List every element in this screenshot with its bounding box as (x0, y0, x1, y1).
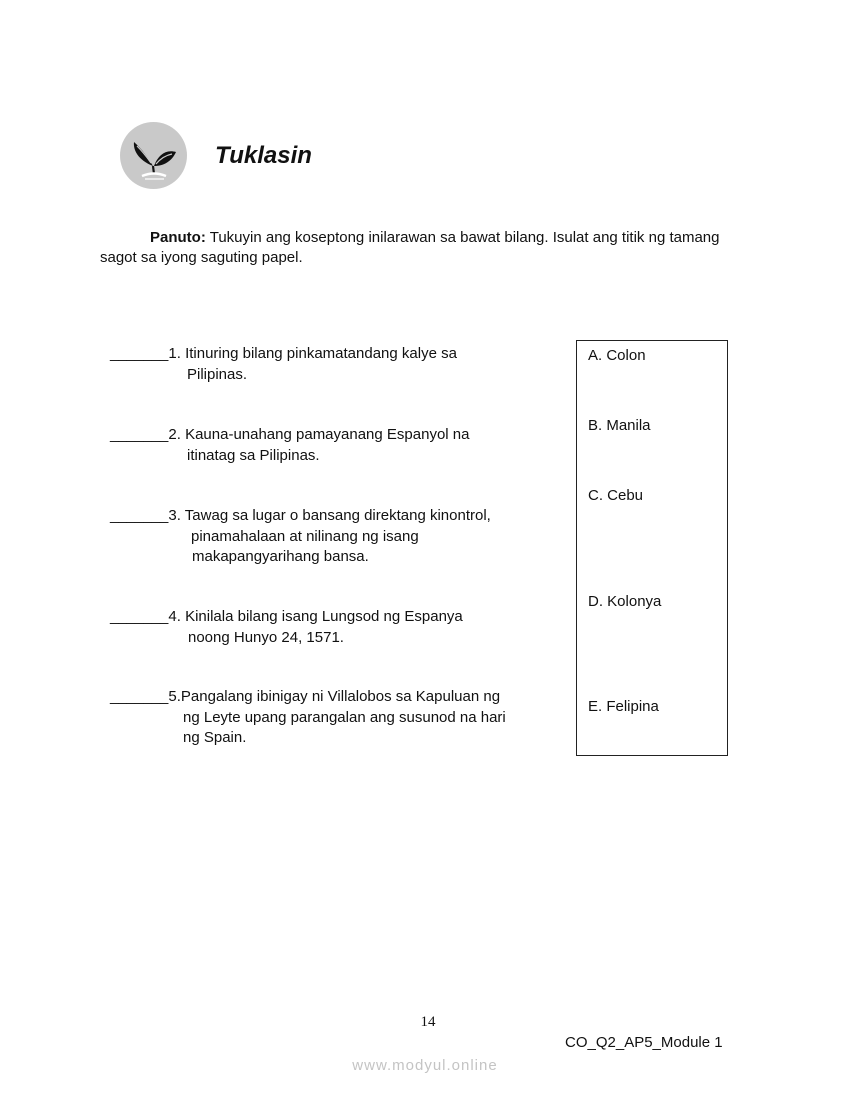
question-text-cont: Pilipinas. (187, 365, 248, 383)
question-item (110, 607, 530, 648)
instructions-label: Panuto: (150, 229, 206, 246)
question-text-cont: itinatag sa Pilipinas. (187, 446, 320, 464)
choice-item: A. Colon (588, 347, 646, 364)
question-text: _______3. Tawag sa lugar o bansang direktang kinontrol, (110, 507, 491, 524)
question-text-cont: ng Leyte upang parangalan ang susunod na hari (183, 708, 506, 726)
question-text: _______1. Itinuring bilang pinkamatandang kalye sa (110, 345, 457, 362)
question-item (110, 425, 530, 466)
choice-item: D. Kolonya (588, 593, 662, 610)
watermark: www.modyul.online (352, 1057, 498, 1074)
module-code: CO_Q2_AP5_Module 1 (565, 1034, 723, 1051)
choice-item: C. Cebu (588, 487, 644, 504)
choice-item: B. Manila (588, 417, 651, 434)
question-text-cont: pinamahalaan at nilinang ng isang (191, 527, 419, 545)
question-item (110, 344, 530, 385)
choices-box (576, 340, 728, 756)
instructions-text: Tukuyin ang koseptong inilarawan sa bawat bilang. Isulat ang titik ng tamang sagot sa iyong saguting papel. (100, 229, 720, 266)
question-text: _______4. Kinilala bilang isang Lungsod ng Espanya (110, 608, 463, 625)
question-text-cont: makapangyarihang bansa. (192, 548, 369, 565)
question-text: _______5.Pangalang ibinigay ni Villalobos sa Kapuluan ng (110, 688, 501, 705)
page-number: 14 (420, 1014, 436, 1030)
question-text-cont: ng Spain. (183, 729, 247, 746)
question-item (110, 687, 530, 749)
question-item (110, 506, 530, 568)
question-text-cont: noong Hunyo 24, 1571. (188, 628, 344, 646)
choice-item: E. Felipina (588, 698, 659, 715)
section-title: Tuklasin (215, 142, 312, 169)
instructions (100, 228, 750, 268)
seedling-icon (120, 122, 187, 189)
section-icon-badge (120, 122, 187, 189)
question-text: _______2. Kauna-unahang pamayanang Espanyol na (110, 426, 470, 443)
